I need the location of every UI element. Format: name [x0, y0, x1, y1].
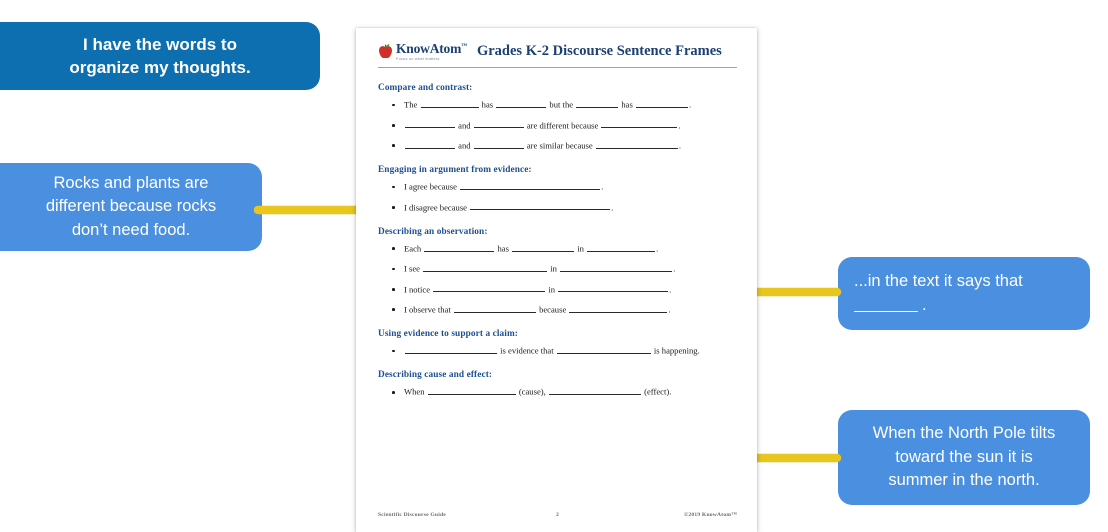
logo-wordmark: KnowAtom™	[396, 41, 467, 56]
fill-in-blank[interactable]	[454, 305, 536, 313]
sentence-frame	[404, 203, 737, 212]
callout-text-evidence-example	[838, 257, 1090, 330]
sentence-frame	[404, 244, 737, 253]
document-page	[356, 28, 757, 532]
sentence-frame	[404, 100, 737, 109]
section-heading: Engaging in argument from evidence:	[378, 165, 532, 176]
sentence-frame-sections	[378, 83, 737, 397]
frame-text: (effect).	[641, 387, 672, 398]
fill-in-blank[interactable]	[557, 346, 651, 354]
frame-text: Each	[404, 243, 424, 254]
fill-in-blank[interactable]	[569, 305, 667, 313]
frame-text: and	[456, 140, 473, 151]
frame-text: .	[611, 202, 614, 213]
callout-line: ...in the text it says that	[854, 272, 1023, 291]
frame-text: .	[678, 140, 682, 151]
sentence-frame	[404, 346, 737, 355]
fill-in-blank[interactable]	[433, 285, 545, 293]
frame-text: When	[404, 387, 427, 398]
frame-text: but the	[547, 99, 576, 110]
fill-in-blank[interactable]	[474, 121, 524, 129]
sentence-frame	[404, 285, 737, 294]
frame-text: because	[536, 304, 569, 315]
frame-text: The	[404, 99, 420, 110]
frame-text: I agree because	[404, 181, 460, 192]
sentence-frame	[404, 387, 737, 396]
frame-text: I notice	[404, 284, 433, 295]
frame-text: .	[601, 181, 604, 192]
logo-tagline: Focus on what matters.	[396, 56, 441, 61]
callout-line: different because rocks	[45, 197, 217, 216]
frame-section	[378, 165, 737, 212]
fill-in-blank[interactable]	[424, 244, 494, 252]
frame-text: is happening.	[651, 345, 700, 356]
frame-text: has	[619, 99, 635, 110]
frame-text: .	[668, 304, 671, 315]
footer-page-number: 2	[556, 512, 559, 518]
frame-text: is evidence that	[498, 345, 556, 356]
fill-in-blank[interactable]	[636, 100, 688, 108]
document-header	[378, 42, 737, 65]
fill-in-blank[interactable]	[470, 203, 610, 211]
document-footer	[378, 512, 737, 518]
frame-text: .	[678, 120, 681, 131]
banner-line-2: organize my thoughts.	[69, 58, 251, 77]
fill-in-blank[interactable]	[512, 244, 574, 252]
document-title: Grades K-2 Discourse Sentence Frames	[476, 42, 722, 59]
frame-text: I see	[404, 263, 423, 274]
callout-cause-effect-example	[838, 410, 1090, 505]
fill-in-blank[interactable]	[423, 264, 547, 272]
frame-section	[378, 83, 737, 150]
frame-text: and	[456, 120, 473, 131]
frame-text: has	[479, 99, 496, 110]
frame-list	[378, 346, 737, 355]
frame-section	[378, 227, 737, 314]
frame-text: .	[688, 99, 692, 110]
frame-text: (cause),	[516, 387, 548, 398]
footer-copyright: ©2019 KnowAtom™	[683, 512, 737, 518]
fill-in-blank[interactable]	[587, 244, 655, 252]
callout-period: .	[922, 295, 927, 314]
frame-text: I observe that	[404, 304, 453, 315]
section-heading: Using evidence to support a claim:	[378, 329, 519, 340]
callout-line-with-blank	[854, 294, 927, 317]
fill-in-blank[interactable]	[601, 121, 677, 129]
fill-in-blank[interactable]	[428, 387, 516, 395]
banner-i-have-the-words	[0, 22, 320, 90]
frame-list	[378, 100, 737, 150]
fill-in-blank[interactable]	[421, 100, 479, 108]
fill-in-blank[interactable]	[496, 100, 546, 108]
apple-icon	[378, 43, 393, 60]
frame-text: are different because	[524, 120, 601, 131]
knowatom-logo	[378, 42, 467, 61]
logo-text-block	[396, 42, 467, 61]
fill-in-blank[interactable]	[460, 182, 600, 190]
sentence-frame	[404, 182, 737, 191]
frame-section	[378, 370, 737, 396]
callout-line: Rocks and plants are	[53, 173, 209, 192]
callout-compare-contrast-example	[0, 163, 262, 251]
frame-text: has	[495, 243, 512, 254]
fill-in-blank[interactable]	[560, 264, 672, 272]
frame-text: are similar because	[524, 140, 595, 151]
sentence-frame	[404, 141, 737, 150]
blank-underline	[854, 298, 918, 312]
sentence-frame	[404, 264, 737, 273]
frame-list	[378, 182, 737, 212]
frame-list	[378, 244, 737, 314]
section-heading: Describing an observation:	[378, 226, 488, 237]
header-divider	[378, 67, 737, 68]
fill-in-blank[interactable]	[405, 141, 455, 149]
section-heading: Compare and contrast:	[378, 83, 473, 94]
fill-in-blank[interactable]	[474, 141, 524, 149]
frame-text: .	[673, 263, 676, 274]
frame-list	[378, 387, 737, 396]
banner-line-1: I have the words to	[83, 34, 237, 54]
sentence-frame	[404, 305, 737, 314]
callout-line: When the North Pole tilts	[872, 424, 1056, 443]
fill-in-blank[interactable]	[549, 387, 641, 395]
callout-line: summer in the north.	[888, 471, 1040, 490]
fill-in-blank[interactable]	[558, 285, 668, 293]
frame-text: in	[548, 263, 560, 274]
frame-text: in	[575, 243, 587, 254]
frame-text: I disagree because	[404, 202, 470, 213]
section-heading: Describing cause and effect:	[378, 370, 493, 381]
frame-text: .	[669, 284, 672, 295]
sentence-frame	[404, 121, 737, 130]
fill-in-blank[interactable]	[596, 141, 678, 149]
frame-section	[378, 329, 737, 355]
callout-line: toward the sun it is	[895, 447, 1033, 466]
frame-text: .	[656, 243, 659, 254]
footer-left-label: Scientific Discourse Guide	[378, 512, 446, 518]
fill-in-blank[interactable]	[405, 346, 497, 354]
callout-line: don’t need food.	[71, 220, 191, 239]
fill-in-blank[interactable]	[405, 121, 455, 129]
fill-in-blank[interactable]	[576, 100, 618, 108]
frame-text: in	[546, 284, 558, 295]
